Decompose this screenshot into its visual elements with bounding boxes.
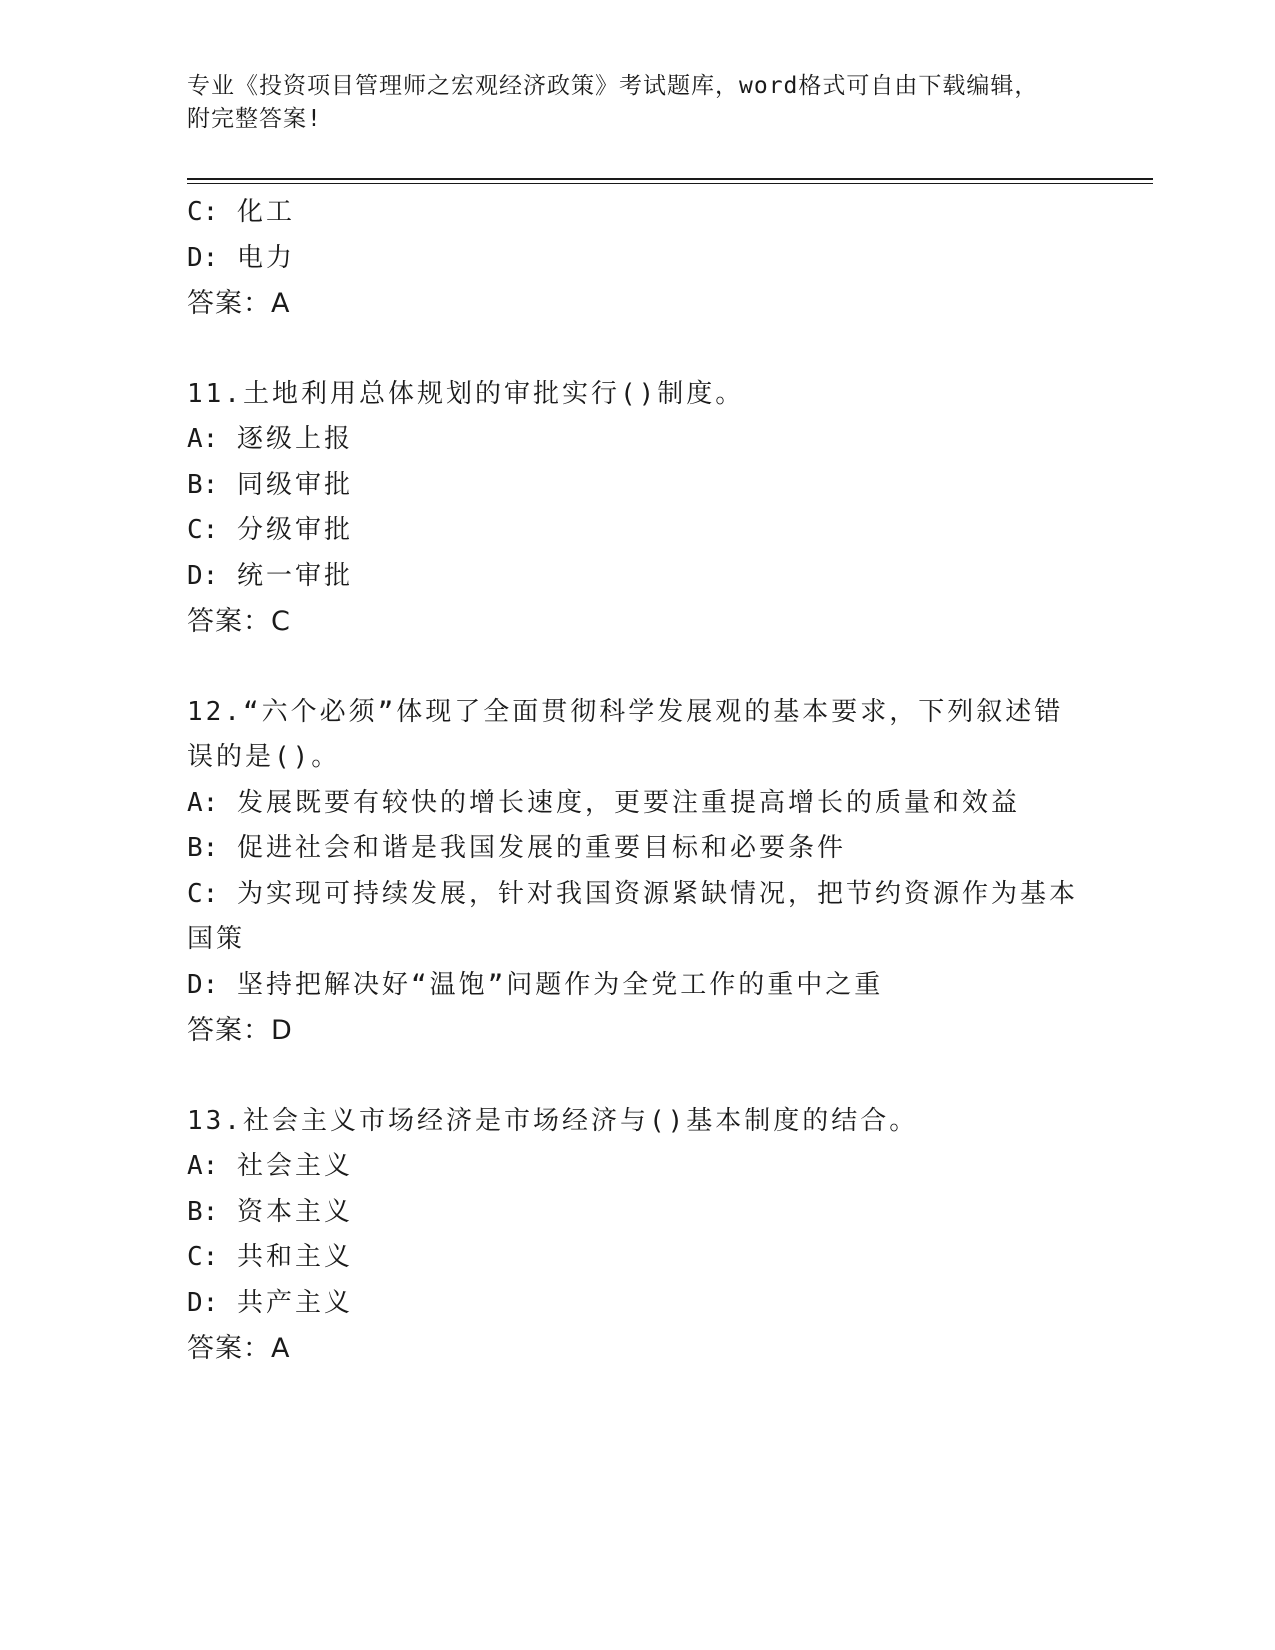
option-a: A: 社会主义 (187, 1151, 353, 1181)
option-c: C: 分级审批 (187, 515, 353, 545)
option-a: A: 发展既要有较快的增长速度，更要注重提高增长的质量和效益 (187, 787, 1020, 818)
option-b: B: 资本主义 (187, 1196, 353, 1227)
question-stem: 13.社会主义市场经济是市场经济与()基本制度的结合。 (187, 1105, 919, 1136)
option-d: D: 统一审批 (187, 560, 353, 591)
question-stem-line-1: 12.“六个必须”体现了全面贯彻科学发展观的基本要求，下列叙述错 (187, 696, 1064, 727)
answer: 答案：A (187, 288, 291, 319)
question-stem-line-2: 误的是()。 (187, 742, 341, 772)
answer: 答案：D (187, 1015, 293, 1046)
header-line-2: 附完整答案! (187, 106, 322, 132)
option-d: D: 共产主义 (187, 1287, 353, 1318)
header-line-1: 专业《投资项目管理师之宏观经济政策》考试题库，word格式可自由下载编辑， (187, 73, 1039, 99)
question-list (187, 190, 1087, 1372)
option-d: D: 坚持把解决好“温饱”问题作为全党工作的重中之重 (187, 969, 884, 1000)
document-header (187, 70, 1087, 136)
question-12 (187, 690, 1087, 1054)
question-stem: 11.土地利用总体规划的审批实行()制度。 (187, 378, 745, 409)
option-c: C: 共和主义 (187, 1242, 353, 1272)
answer: 答案：C (187, 606, 291, 637)
option-c: C: 化工 (187, 197, 295, 227)
header-divider-thick (187, 178, 1153, 180)
question-13 (187, 1099, 1087, 1372)
option-b: B: 促进社会和谐是我国发展的重要目标和必要条件 (187, 833, 846, 863)
question-11 (187, 372, 1087, 645)
option-c: C: 为实现可持续发展，针对我国资源紧缺情况，把节约资源作为基本 (187, 878, 1078, 909)
option-d: D: 电力 (187, 242, 295, 273)
option-b: B: 同级审批 (187, 469, 353, 500)
option-c-continued: 国策 (187, 924, 246, 954)
header-divider-thin (187, 183, 1153, 184)
question-10-continued (187, 190, 1087, 327)
answer: 答案：A (187, 1333, 291, 1364)
option-a: A: 逐级上报 (187, 424, 353, 454)
